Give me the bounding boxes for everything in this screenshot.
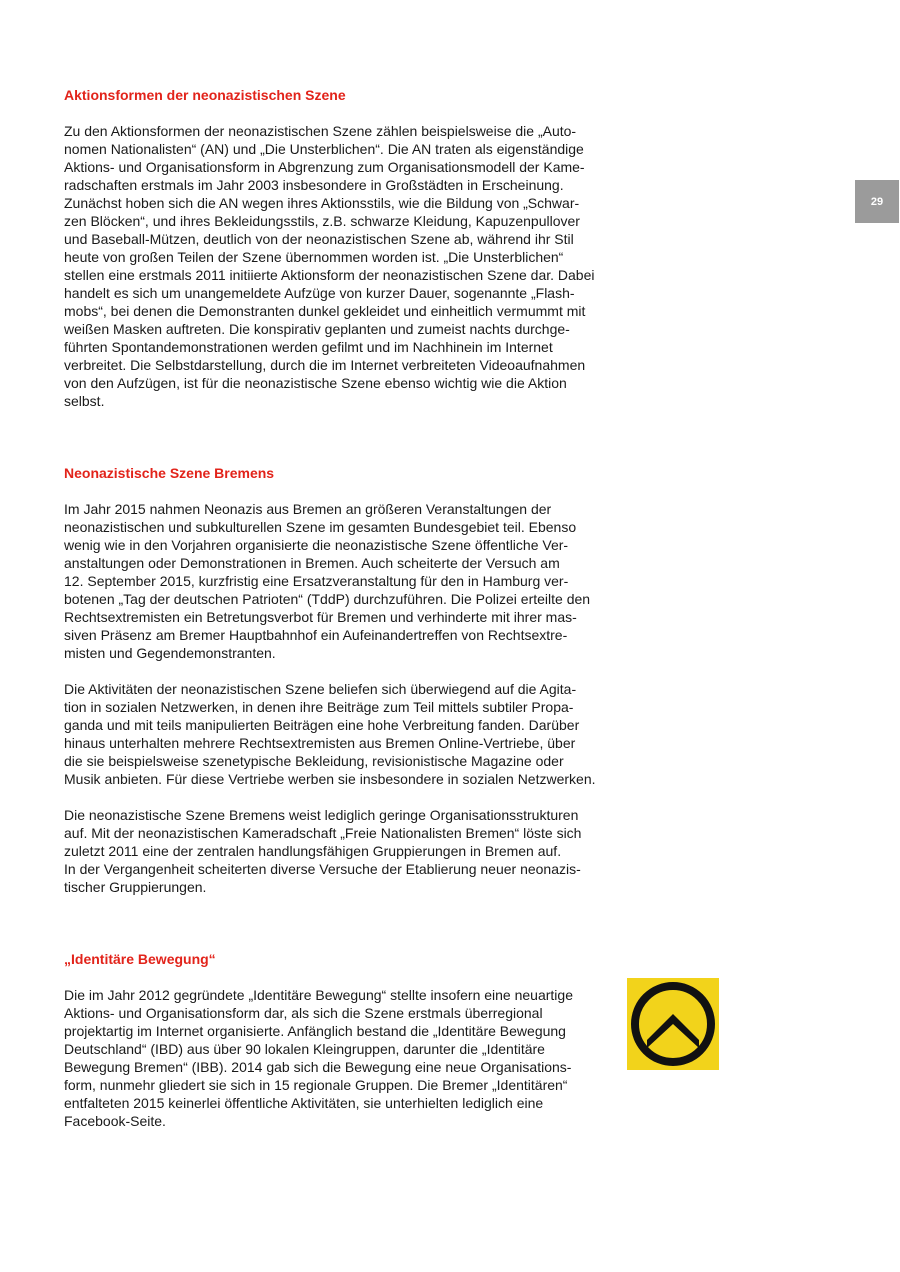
paragraph-szene-bremens-2: Die Aktivitäten der neonazistischen Szene beliefen sich überwiegend auf die Agita- tion in sozialen Netzwerken, in denen ihre Beiträge zum Teil mittels subtiler Propa- ganda und mit teils manipulierten Beiträgen eine hohe Verbreitung fanden. Darüber hinaus unterhalten mehrere Rechtsextremisten aus Bremen Online-Vertriebe, über die sie beispielsweise szenetypische Bekleidung, revisionistische Magazine oder Musik anbieten. Für diese Vertriebe werben sie insbesondere in sozialen Netzwerken. — [64, 681, 596, 787]
section-heading-identitaere-bewegung: „Identitäre Bewegung“ — [64, 951, 216, 967]
document-body — [64, 86, 616, 1130]
section-heading-szene-bremens: Neonazistische Szene Bremens — [64, 465, 275, 481]
paragraph-aktionsformen: Zu den Aktionsformen der neonazistischen Szene zählen beispielsweise die „Auto- nomen Nationalisten“ (AN) und „Die Unsterblichen“. Die AN traten als eigenständige Aktions- und Organisationsform in Abgrenzung zum Organisationsmodell der Kame- radschaften erstmals im Jahr 2003 insbesondere in Großstädten in Erscheinung. Zunächst hoben sich die AN wegen ihres Aktionsstils, wie die Bildung von „Schwar- zen Blöcken“, und ihres Bekleidungsstils, z.B. schwarze Kleidung, Kapuzenpullover und Baseball-Mützen, deutlich von der neonazistischen Szene ab, während ihr Stil heute von großen Teilen der Szene übernommen worden ist. „Die Unsterblichen“ stellen eine erstmals 2011 initiierte Aktionsform der neonazistischen Szene dar. Dabei handelt es sich um unangemeldete Aufzüge von kurzer Dauer, sogenannte „Flash- mobs“, bei denen die Demonstranten dunkel gekleidet und einheitlich vermummt mit weißen Masken auftreten. Die konspirativ geplanten und zumeist nachts durchge- führten Spontandemonstrationen werden gefilmt und im Nachhinein im Internet verbreitet. Die Selbstdarstellung, durch die im Internet verbreiteten Videoaufnahmen von den Aufzügen, ist für die neonazistische Szene ebenso wichtig wie die Aktion selbst. — [64, 123, 595, 409]
paragraph-szene-bremens-3: Die neonazistische Szene Bremens weist lediglich geringe Organisationsstrukturen auf. Mit der neonazistischen Kameradschaft „Freie Nationalisten Bremen“ löste sich zuletzt 2011 eine der zentralen handlungsfähigen Gruppierungen in Bremen auf. In der Vergangenheit scheiterten diverse Versuche der Etablierung neuer neonazis- tischer Gruppierungen. — [64, 807, 582, 895]
paragraph-szene-bremens-1: Im Jahr 2015 nahmen Neonazis aus Bremen an größeren Veranstaltungen der neonazistischen und subkulturellen Szene im gesamten Bundesgebiet teil. Ebenso wenig wie in den Vorjahren organisierte die neonazistische Szene öffentliche Ver- anstaltungen oder Demonstrationen in Bremen. Auch scheiterte der Versuch am 12. September 2015, kurzfristig eine Ersatzveranstaltung für den in Hamburg ver- botenen „Tag der deutschen Patrioten“ (TddP) durchzuführen. Die Polizei erteilte den Rechtsextremisten ein Betretungsverbot für Bremen und verhinderte mit ihrer mas- siven Präsenz am Bremer Hauptbahnhof ein Aufeinandertreffen von Rechtsextre- misten und Gegendemonstranten. — [64, 501, 591, 661]
page-number: 29 — [855, 180, 899, 223]
lambda-circle-icon — [627, 978, 719, 1070]
paragraph-identitaere-bewegung: Die im Jahr 2012 gegründete „Identitäre Bewegung“ stellte insofern eine neuartige Aktions- und Organisationsform dar, als sich die Szene erstmals überregional projektartig im Internet organisierte. Anfänglich bestand die „Identitäre Bewegung Deutschland“ (IBD) aus über 90 lokalen Kleingruppen, darunter die „Identitäre Bewegung Bremen“ (IBB). 2014 gab sich die Bewegung eine neue Organisations- form, nunmehr gliedert sie sich in 15 regionale Gruppen. Die Bremer „Identitären“ entfalteten 2015 keinerlei öffentliche Aktivitäten, sie unterhielten lediglich eine Facebook-Seite. — [64, 987, 573, 1129]
identitaere-bewegung-logo — [627, 978, 719, 1070]
section-heading-aktionsformen: Aktionsformen der neonazistischen Szene — [64, 87, 346, 103]
